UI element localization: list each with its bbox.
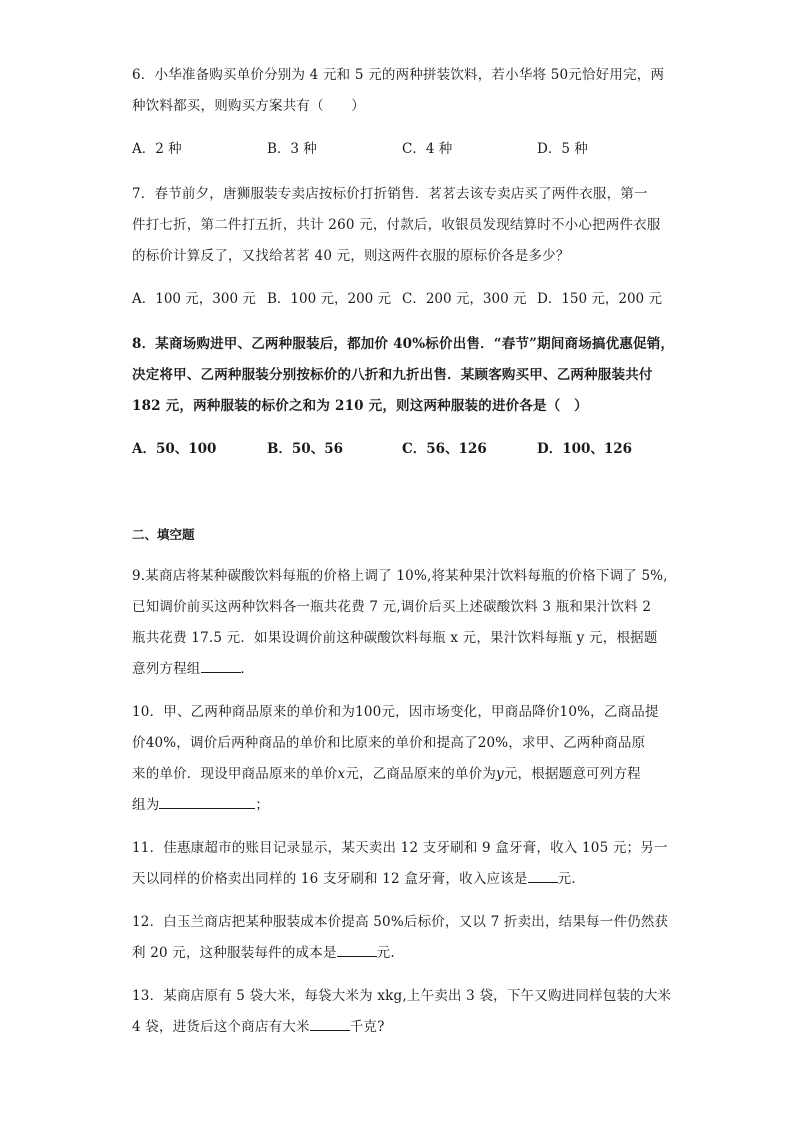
question-10-last-prefix: 组为 bbox=[132, 797, 160, 813]
section-title-fill-in: 二、填空题 bbox=[132, 527, 195, 542]
question-9-line-3: 瓶共花费 17.5 元．如果设调价前这种碳酸饮料每瓶 x 元，果汁饮料每瓶 y 元，根据题 bbox=[132, 630, 658, 646]
question-6-option-a: A．2 种 bbox=[132, 141, 182, 157]
question-7-options bbox=[132, 284, 672, 315]
question-7-line-1: 7．春节前夕，唐狮服装专卖店按标价打折销售．茗茗去该专卖店买了两件衣服，第一 bbox=[132, 186, 648, 202]
question-10-line-3 bbox=[132, 759, 672, 790]
question-12 bbox=[132, 907, 672, 969]
question-10-line-2: 价40%，调价后两种商品的单价和比原来的单价和提高了20%，求甲、乙两种商品原 bbox=[132, 735, 646, 751]
question-11-last-prefix: 天以同样的价格卖出同样的 16 支牙刷和 12 盒牙膏，收入应该是 bbox=[132, 871, 528, 887]
question-10-answer-blank[interactable] bbox=[159, 794, 255, 809]
question-8 bbox=[132, 329, 675, 422]
question-7-option-a: A．100 元，300 元 bbox=[132, 291, 256, 307]
question-12-line-1: 12．白玉兰商店把某种服装成本价提高 50%后标价，又以 7 折卖出，结果每一件仍然获 bbox=[132, 914, 669, 930]
question-8-option-b: B．50、56 bbox=[267, 441, 343, 457]
question-9-line-1: 9.某商店将某种碳酸饮料每瓶的价格上调了 10%,将某种果汁饮料每瓶的价格下调了 5%, bbox=[132, 568, 668, 584]
question-13-last-suffix: 千克? bbox=[349, 1019, 385, 1035]
question-10-variable-x: x bbox=[337, 766, 346, 782]
question-7-line-2: 件打七折，第二件打五折，共计 260 元，付款后，收银员发现结算时不小心把两件衣服 bbox=[132, 217, 661, 233]
question-10-line-4 bbox=[132, 790, 672, 821]
question-13-line-2 bbox=[132, 1012, 672, 1043]
question-11-answer-blank[interactable] bbox=[528, 868, 558, 883]
question-13 bbox=[132, 981, 672, 1043]
question-7 bbox=[132, 179, 672, 272]
question-12-last-suffix: 元. bbox=[376, 945, 395, 961]
question-11 bbox=[132, 833, 672, 895]
question-7-option-d: D．150 元，200 元 bbox=[537, 291, 662, 307]
question-11-line-2 bbox=[132, 864, 672, 895]
question-9-answer-blank[interactable] bbox=[201, 658, 241, 673]
question-12-last-prefix: 利 20 元，这种服装每件的成本是 bbox=[132, 945, 337, 961]
question-9 bbox=[132, 561, 672, 685]
question-6-line-2: 种饮料都买，则购买方案共有（ ） bbox=[132, 98, 365, 114]
question-8-line-2: 决定将甲、乙两种服装分别按标价的八折和九折出售．某顾客购买甲、乙两种服装共付 bbox=[132, 367, 653, 383]
question-6-line-1: 6．小华准备购买单价分别为 4 元和 5 元的两种拼装饮料，若小华将 50元恰好用完，两 bbox=[132, 67, 665, 83]
question-10-last-suffix: ； bbox=[255, 797, 270, 813]
question-6-option-b: B．3 种 bbox=[267, 141, 317, 157]
question-13-last-prefix: 4 袋，进货后这个商店有大米 bbox=[132, 1019, 310, 1035]
question-11-line-1: 11．佳惠康超市的账目记录显示，某天卖出 12 支牙刷和 9 盒牙膏，收入 105 元；另一 bbox=[132, 840, 668, 856]
question-7-option-c: C．200 元，300 元 bbox=[402, 291, 527, 307]
question-10-line-3-prefix: 来的单价．现设甲商品原来的单价 bbox=[132, 766, 338, 782]
question-9-line-4 bbox=[132, 654, 672, 685]
question-6-option-c: C．4 种 bbox=[402, 141, 453, 157]
question-12-answer-blank[interactable] bbox=[337, 942, 377, 957]
question-6-options bbox=[132, 134, 672, 165]
question-10-line-1: 10．甲、乙两种商品原来的单价和为100元，因市场变化，甲商品降价10%，乙商品提 bbox=[132, 704, 659, 720]
question-12-line-2 bbox=[132, 938, 672, 969]
question-13-answer-blank[interactable] bbox=[310, 1016, 350, 1031]
question-13-line-1: 13．某商店原有 5 袋大米，每袋大米为 xkg,上午卖出 3 袋，下午又购进同样包装的大米 bbox=[132, 988, 672, 1004]
question-10-line-3-mid: 元，乙商品原来的单价为 bbox=[345, 766, 497, 782]
question-8-option-d: D．100、126 bbox=[537, 441, 633, 457]
document-page bbox=[132, 60, 675, 1055]
question-6-option-d: D．5 种 bbox=[537, 141, 588, 157]
question-7-line-3: 的标价计算反了，又找给茗茗 40 元，则这两件衣服的原标价各是多少？ bbox=[132, 248, 570, 264]
question-9-line-2: 已知调价前买这两种饮料各一瓶共花费 7 元,调价后买上述碳酸饮料 3 瓶和果汁饮料 2 bbox=[132, 599, 652, 615]
question-10-variable-y: y bbox=[496, 766, 504, 782]
question-9-last-prefix: 意列方程组 bbox=[132, 661, 201, 677]
question-8-options bbox=[132, 434, 672, 465]
question-11-last-suffix: 元． bbox=[557, 871, 586, 887]
question-8-line-1: 8．某商场购进甲、乙两种服装后，都加价 40%标价出售．“春节”期间商场搞优惠促销， bbox=[132, 336, 675, 352]
question-6 bbox=[132, 60, 672, 122]
question-8-option-a: A．50、100 bbox=[132, 441, 217, 457]
question-10-line-3-suffix: 元，根据题意可列方程 bbox=[503, 766, 641, 782]
question-7-option-b: B．100 元，200 元 bbox=[267, 291, 392, 307]
question-8-line-3: 182 元，两种服装的标价之和为 210 元，则这两种服装的进价各是（ ） bbox=[132, 398, 588, 414]
question-10 bbox=[132, 697, 672, 821]
question-8-option-c: C．56、126 bbox=[402, 441, 487, 457]
question-9-last-suffix: ． bbox=[240, 661, 255, 677]
